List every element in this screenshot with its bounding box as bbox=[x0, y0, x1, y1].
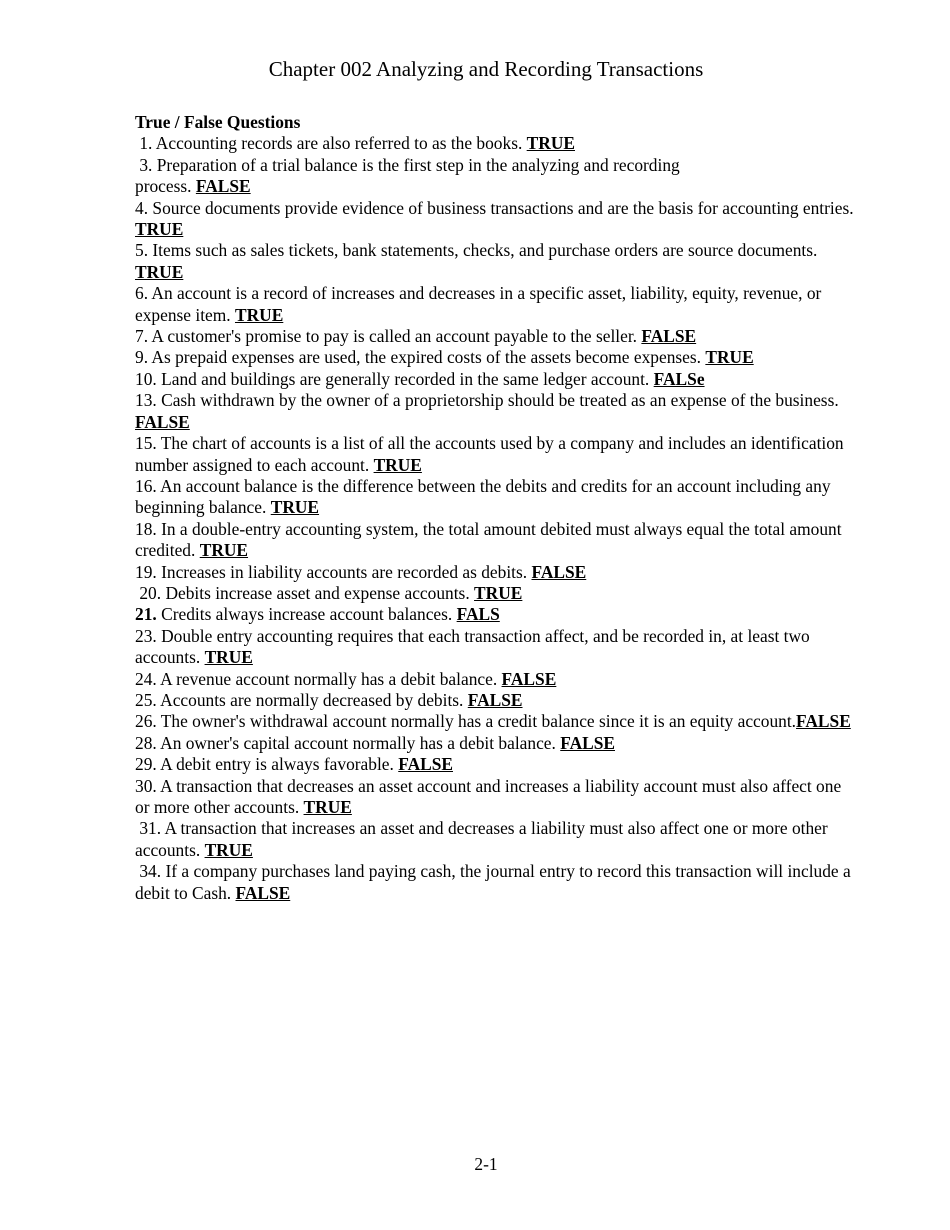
question-text: Preparation of a trial balance is the first step in the analyzing and recording bbox=[152, 154, 680, 175]
answer-label: FALSe bbox=[653, 368, 705, 389]
question-item bbox=[135, 604, 855, 625]
question-text: Land and buildings are generally recorded in the same ledger account. bbox=[156, 368, 650, 389]
question-item bbox=[135, 390, 855, 433]
page-title: Chapter 002 Analyzing and Recording Transactions bbox=[268, 57, 704, 81]
question-item bbox=[135, 733, 855, 754]
question-number: 7. bbox=[135, 326, 149, 347]
question-text: As prepaid expenses are used, the expired costs of the assets become expenses. bbox=[148, 347, 701, 368]
question-item bbox=[135, 347, 855, 368]
questions-container bbox=[135, 133, 855, 904]
question-item bbox=[135, 818, 855, 861]
question-text: If a company purchases land paying cash, the journal entry to record this transaction will include a debit to Cash. bbox=[135, 861, 851, 903]
question-number: 15. bbox=[135, 433, 157, 454]
question-number: 30. bbox=[135, 775, 157, 796]
question-number: 24. bbox=[135, 668, 157, 689]
question-item bbox=[135, 690, 855, 711]
question-item bbox=[135, 754, 855, 775]
answer-label: TRUE bbox=[526, 133, 575, 154]
question-list bbox=[135, 112, 855, 904]
answer-label: TRUE bbox=[705, 347, 754, 368]
answer-label: FALSE bbox=[135, 411, 190, 432]
question-item bbox=[135, 711, 855, 732]
question-number: 5. bbox=[135, 240, 149, 261]
question-number: 29. bbox=[135, 754, 157, 775]
question-number: 31. bbox=[139, 818, 162, 839]
question-item bbox=[135, 626, 855, 669]
question-text: Credits always increase account balances. bbox=[156, 604, 453, 625]
question-text: An account is a record of increases and decreases in a specific asset, liability, equity, revenue, or expense item. bbox=[135, 283, 822, 325]
question-number: 13. bbox=[135, 390, 157, 411]
question-text: A debit entry is always favorable. bbox=[156, 754, 394, 775]
question-item bbox=[135, 669, 855, 690]
question-item bbox=[135, 240, 855, 283]
question-text-continued: process. bbox=[135, 176, 192, 197]
question-text: Items such as sales tickets, bank statements, checks, and purchase orders are source documents. bbox=[148, 240, 818, 261]
question-text: A transaction that decreases an asset account and increases a liability account must also affect one or more other accounts. bbox=[135, 775, 842, 817]
question-item bbox=[135, 861, 855, 904]
question-text: In a double-entry accounting system, the total amount debited must always equal the total amount credited. bbox=[135, 518, 842, 561]
question-number: 26. bbox=[135, 711, 157, 732]
answer-label: FALSE bbox=[560, 732, 615, 753]
answer-label: FALSE bbox=[531, 561, 587, 582]
question-text: A customer's promise to pay is called an account payable to the seller. bbox=[148, 326, 638, 347]
answer-label: TRUE bbox=[474, 582, 523, 603]
question-item bbox=[135, 583, 855, 604]
question-item bbox=[135, 519, 855, 562]
question-number: 34. bbox=[139, 861, 162, 882]
question-item bbox=[135, 369, 855, 390]
answer-label: TRUE bbox=[204, 647, 253, 668]
question-number: 9. bbox=[135, 347, 149, 368]
question-text: Debits increase asset and expense accounts. bbox=[161, 582, 470, 603]
question-text: Source documents provide evidence of business transactions and are the basis for accounting entries. bbox=[148, 197, 854, 218]
question-number: 18. bbox=[135, 518, 157, 539]
answer-label: TRUE bbox=[303, 797, 352, 817]
answer-label: TRUE bbox=[373, 454, 422, 475]
question-number: 21. bbox=[135, 604, 157, 625]
answer-label: TRUE bbox=[204, 839, 253, 860]
question-number: 10. bbox=[135, 368, 157, 389]
question-item bbox=[135, 562, 855, 583]
question-number: 3. bbox=[139, 154, 153, 175]
answer-label: TRUE bbox=[135, 219, 184, 240]
question-item bbox=[135, 155, 855, 198]
question-text: A transaction that increases an asset and decreases a liability must also affect one or more other accounts. bbox=[135, 818, 828, 860]
question-text: Accounting records are also referred to as the books. bbox=[152, 133, 523, 154]
question-item bbox=[135, 326, 855, 347]
question-number: 23. bbox=[135, 625, 157, 646]
question-text: An account balance is the difference between the debits and credits for an account including any beginning balance. bbox=[135, 475, 831, 518]
question-text: Cash withdrawn by the owner of a proprietorship should be treated as an expense of the business. bbox=[156, 390, 839, 411]
question-text: The chart of accounts is a list of all the accounts used by a company and includes an identification number assigned to each account. bbox=[135, 433, 844, 475]
question-text: A revenue account normally has a debit balance. bbox=[156, 668, 498, 689]
answer-label: TRUE bbox=[199, 540, 249, 561]
answer-label: FALSE bbox=[398, 754, 453, 775]
answer-label: FALSE bbox=[467, 689, 523, 710]
question-number: 6. bbox=[135, 283, 149, 304]
answer-label: FALSE bbox=[641, 326, 697, 347]
question-item bbox=[135, 433, 855, 476]
section-heading: True / False Questions bbox=[135, 112, 301, 132]
question-item bbox=[135, 198, 855, 241]
question-text: The owner's withdrawal account normally has a credit balance since it is an equity account. bbox=[156, 711, 797, 732]
answer-label: FALSE bbox=[501, 668, 557, 689]
question-text: Double entry accounting requires that each transaction affect, and be recorded in, at least two accounts. bbox=[135, 625, 810, 668]
question-text: Increases in liability accounts are recorded as debits. bbox=[156, 561, 528, 582]
question-item bbox=[135, 133, 855, 154]
answer-label: FALSE bbox=[796, 711, 851, 732]
question-number: 19. bbox=[135, 561, 157, 582]
question-number: 16. bbox=[135, 475, 157, 496]
page-number: 2-1 bbox=[474, 1154, 498, 1174]
answer-label: FALSE bbox=[235, 882, 291, 903]
question-item bbox=[135, 283, 855, 326]
question-number: 1. bbox=[139, 133, 153, 154]
answer-label: TRUE bbox=[135, 261, 184, 282]
answer-label: TRUE bbox=[270, 497, 320, 518]
question-number: 28. bbox=[135, 732, 157, 753]
question-number: 20. bbox=[139, 582, 162, 603]
question-text: Accounts are normally decreased by debits. bbox=[156, 689, 464, 710]
answer-label: FALS bbox=[456, 604, 500, 625]
question-number: 25. bbox=[135, 689, 157, 710]
question-number: 4. bbox=[135, 197, 149, 218]
answer-label: TRUE bbox=[234, 304, 284, 325]
answer-label: FALSE bbox=[195, 176, 251, 197]
question-text: An owner's capital account normally has a debit balance. bbox=[156, 732, 556, 753]
question-item bbox=[135, 776, 855, 819]
question-item bbox=[135, 476, 855, 519]
